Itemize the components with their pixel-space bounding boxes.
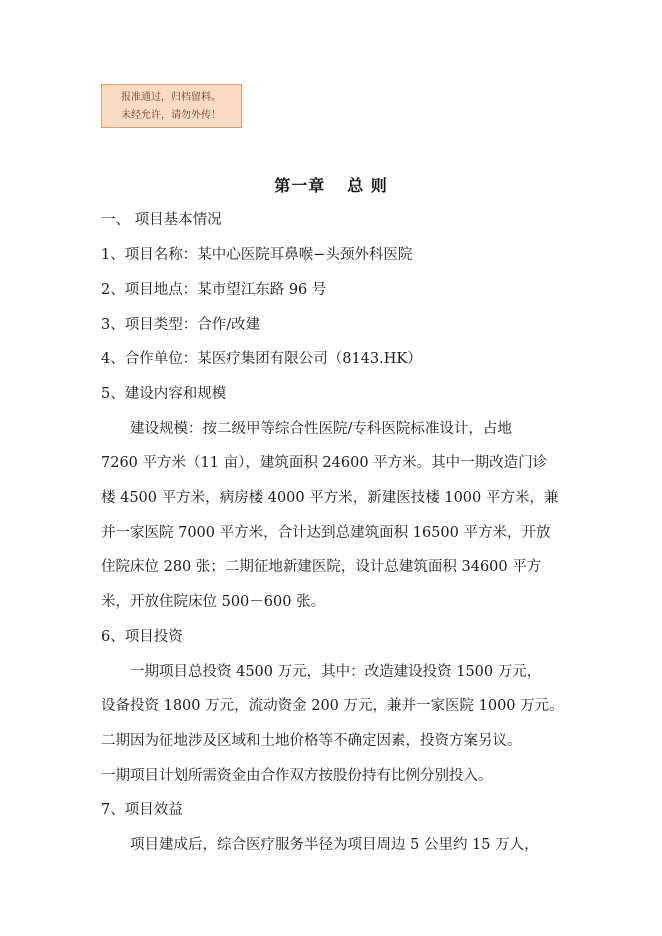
investment-paragraph-line: 二期因为征地涉及区域和土地价格等不确定因素，投资方案另议。: [101, 733, 522, 749]
investment-paragraph-line: 一期项目计划所需资金由合作双方按股份持有比例分别投入。: [101, 768, 493, 784]
item-scale-heading: 5、建设内容和规模: [101, 386, 227, 402]
scale-paragraph-line: 米，开放住院床位 500－600 张。: [101, 594, 326, 610]
scale-paragraph-line: 建设规模：按二级甲等综合性医院/专科医院标准设计，占地: [130, 421, 512, 437]
item-project-type: 3、项目类型：合作/改建: [101, 317, 261, 333]
scale-paragraph-line: 7260 平方米（11 亩），建筑面积 24600 平方米。其中一期改造门诊: [101, 455, 548, 471]
section-heading: 一、 项目基本情况: [101, 212, 222, 228]
benefit-paragraph-line: 项目建成后，综合医疗服务半径为项目周边 5 公里约 15 万人，: [130, 837, 539, 853]
scale-paragraph-line: 住院床位 280 张；二期征地新建医院，设计总建筑面积 34600 平方: [101, 559, 542, 575]
item-benefit-heading: 7、项目效益: [101, 802, 183, 818]
investment-paragraph-line: 一期项目总投资 4500 万元，其中：改造建设投资 1500 万元，: [130, 664, 542, 680]
chapter-name: 总 则: [347, 176, 388, 195]
item-partner: 4、合作单位：某医疗集团有限公司（8143.HK）: [101, 351, 422, 367]
item-project-name: 1、项目名称：某中心医院耳鼻喉−头颈外科医院: [101, 247, 413, 263]
notice-line-2: 未经允许，请勿外传！: [121, 110, 221, 121]
notice-line-1: 报准通过，归档留料。: [121, 92, 221, 103]
scale-paragraph-line: 并一家医院 7000 平方米，合计达到总建筑面积 16500 平方米，开放: [101, 525, 551, 541]
chapter-title: [0, 173, 662, 196]
chapter-number: 第一章: [274, 176, 326, 195]
investment-paragraph-line: 设备投资 1800 万元，流动资金 200 万元，兼并一家医院 1000 万元。: [101, 698, 564, 714]
item-project-location: 2、项目地点：某市望江东路 96 号: [101, 282, 327, 298]
item-investment-heading: 6、项目投资: [101, 629, 183, 645]
confidential-notice-stamp: [101, 84, 242, 128]
scale-paragraph-line: 楼 4500 平方米，病房楼 4000 平方米，新建医技楼 1000 平方米，兼: [101, 490, 559, 506]
